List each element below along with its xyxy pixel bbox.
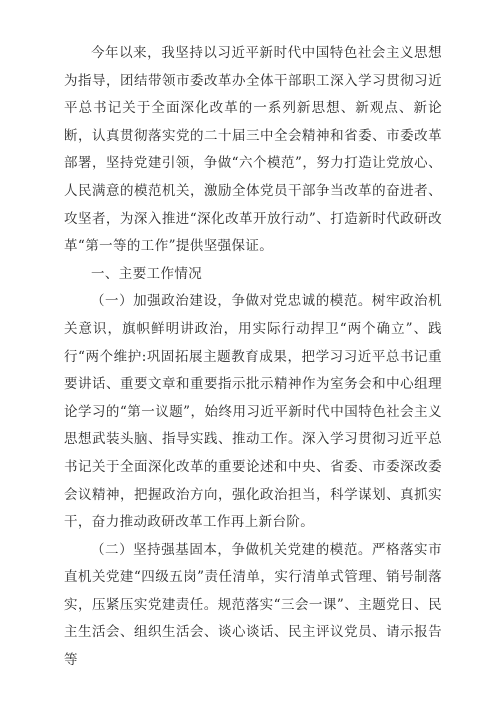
item-1-paragraph: （一）加强政治建设，争做对党忠诚的模范。树牢政治机关意识，旗帜鲜明讲政治，用实际行动捍卫“两个确立”、践行“两个维护:巩固拓展主题教育成果，把学习习近平总书记重要讲话、重要文章和重要指示批示精神作为室务会和中心组理论学习的“第一议题”，始终用习近平新时代中国特色社会主义思想武装头脑、指导实践、推动工作。深入学习贯彻习近平总书记关于全面深化改革的重要论述和中央、省委、市委深改委会议精神，把握政治方向，强化政治担当，科学谋划、真抓实干，奋力推动政研改革工作再上新台阶。 bbox=[64, 293, 442, 531]
item-2-paragraph: （二）坚持强基固本，争做机关党建的模范。严格落实市直机关党建“四级五岗”责任清单，实行清单式管理、销号制落实，压紧压实党建责任。规范落实“三会一课”、主题党日、民主生活会、组织生活会、谈心谈话、民主评议党员、请示报告等 bbox=[64, 541, 442, 669]
intro-paragraph: 今年以来，我坚持以习近平新时代中国特色社会主义思想为指导，团结带领市委改革办全体干部职工深入学习贯彻习近平总书记关于全面深化改革的一系列新思想、新观点、新论断，认真贯彻落实党的二十届三中全会精神和省委、市委改革部署，坚持党建引领，争做“六个模范”，努力打造让党放心、人民满意的模范机关，激励全体党员干部争当改革的奋进者、攻坚者，为深入推进“深化改革开放行动”、打造新时代政研改革“第一等的工作”提供坚强保证。 bbox=[64, 45, 442, 255]
section-heading: 一、主要工作情况 bbox=[91, 265, 203, 282]
document-page bbox=[64, 40, 442, 675]
